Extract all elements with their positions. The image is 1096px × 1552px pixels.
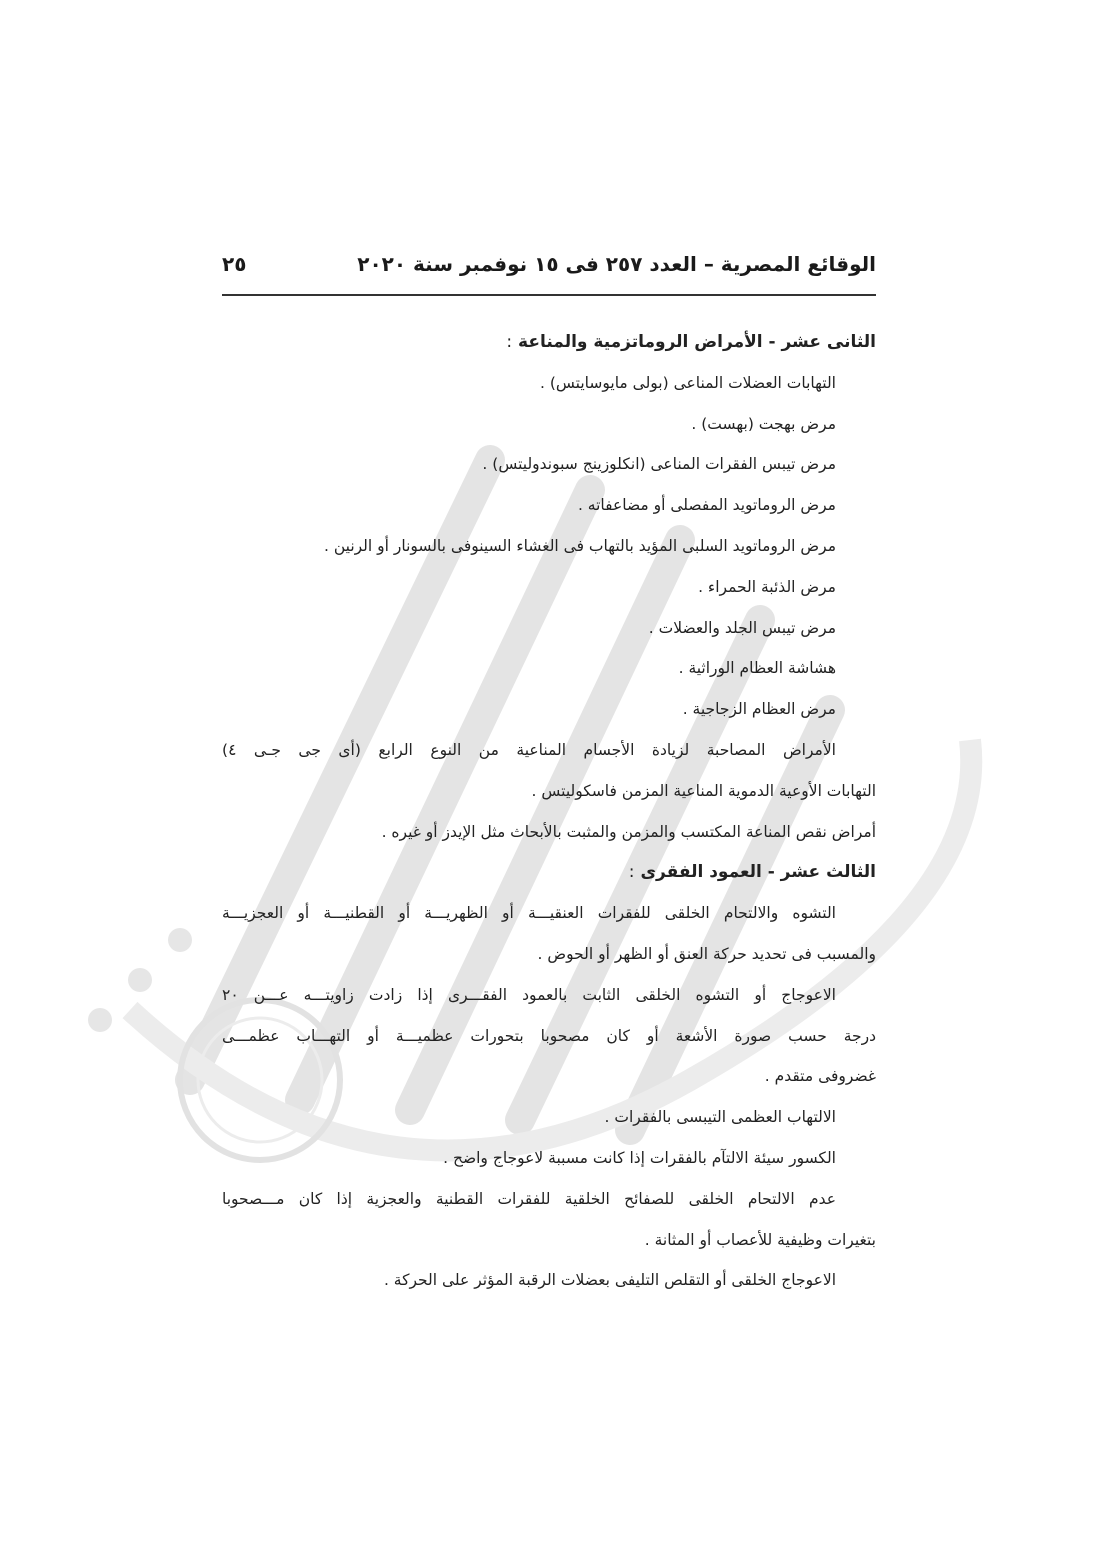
- list-item: الأمراض المصاحبة لزيادة الأجسام المناعية من النوع الرابع (أى جى جـى ٤): [222, 740, 836, 759]
- page-number: ٢٥: [222, 252, 247, 276]
- list-item: أمراض نقص المناعة المكتسب والمزمن والمثبت بالأبحاث مثل الإيدز أو غيره .: [381, 822, 876, 841]
- paragraph-line: بتغيرات وظيفية للأعصاب أو المثانة .: [644, 1230, 876, 1249]
- paragraph-line: الاعوجاج أو التشوه الخلقى الثابت بالعمود الفقـــرى إذا زادت زاويتـــه عـــن ٢٠: [222, 985, 836, 1004]
- section-heading-rheumatology: [222, 322, 876, 363]
- list-item: مرض الروماتويد المفصلى أو مضاعفاته .: [577, 496, 836, 515]
- list-item: التهابات الأوعية الدموية المناعية المزمن فاسكوليتس .: [531, 781, 876, 800]
- section-heading-text: الثانى عشر - الأمراض الروماتزمية والمناعة: [518, 332, 876, 352]
- section-heading-colon: :: [506, 332, 513, 352]
- paragraph-line: عدم الالتحام الخلقى للصفائح الخلقية للفقرات القطنية والعجزية إذا كان مـــصحوبا: [222, 1189, 836, 1208]
- paragraph-line: الالتهاب العظمى التيبسى بالفقرات .: [604, 1108, 836, 1127]
- list-item: مرض تيبس الجلد والعضلات .: [648, 618, 836, 637]
- paragraph-line: غضروفى متقدم .: [764, 1067, 876, 1086]
- section-heading-colon: :: [628, 862, 635, 883]
- list-item: مرض الذئبة الحمراء .: [698, 577, 836, 596]
- paragraph-line: درجة حسب صورة الأشعة أو كان مصحوبا بتحورات عظميـــة أو التهـــاب عظمـــى: [222, 1026, 876, 1045]
- list-item: مرض العظام الزجاجية .: [682, 700, 836, 719]
- list-item: مرض بهجت (بهست) .: [691, 414, 836, 433]
- section-heading-text: الثالث عشر - العمود الفقرى: [640, 862, 876, 883]
- section-heading-spine: [222, 852, 876, 893]
- paragraph-line: الاعوجاج الخلقى أو التقلص التليفى بعضلات الرقبة المؤثر على الحركة .: [383, 1271, 836, 1290]
- gazette-header: [222, 250, 876, 286]
- header-divider: [222, 294, 876, 296]
- list-item: مرض الروماتويد السلبى المؤيد بالتهاب فى الغشاء السينوفى بالسونار أو الرنين .: [323, 536, 836, 555]
- list-item: مرض تيبس الفقرات المناعى (انكلوزينج سبوندوليتس) .: [482, 455, 836, 474]
- paragraph-line: والمسبب فى تحديد حركة العنق أو الظهر أو الحوض .: [537, 944, 876, 963]
- list-item: التهابات العضلات المناعى (بولى مايوسايتس) .: [540, 373, 836, 392]
- list-item: هشاشة العظام الوراثية .: [678, 659, 836, 678]
- document-body: [222, 322, 876, 1301]
- header-title: الوقائع المصرية – العدد ٢٥٧ فى ١٥ نوفمبر سنة ٢٠٢٠: [357, 252, 876, 276]
- paragraph-line: الكسور سيئة الالتآم بالفقرات إذا كانت مسببة لاعوجاج واضح .: [443, 1148, 836, 1167]
- paragraph-line: التشوه والالتحام الخلقى للفقرات العنقيـــة أو الظهريـــة أو القطنيـــة أو العجزيـــة: [222, 904, 836, 923]
